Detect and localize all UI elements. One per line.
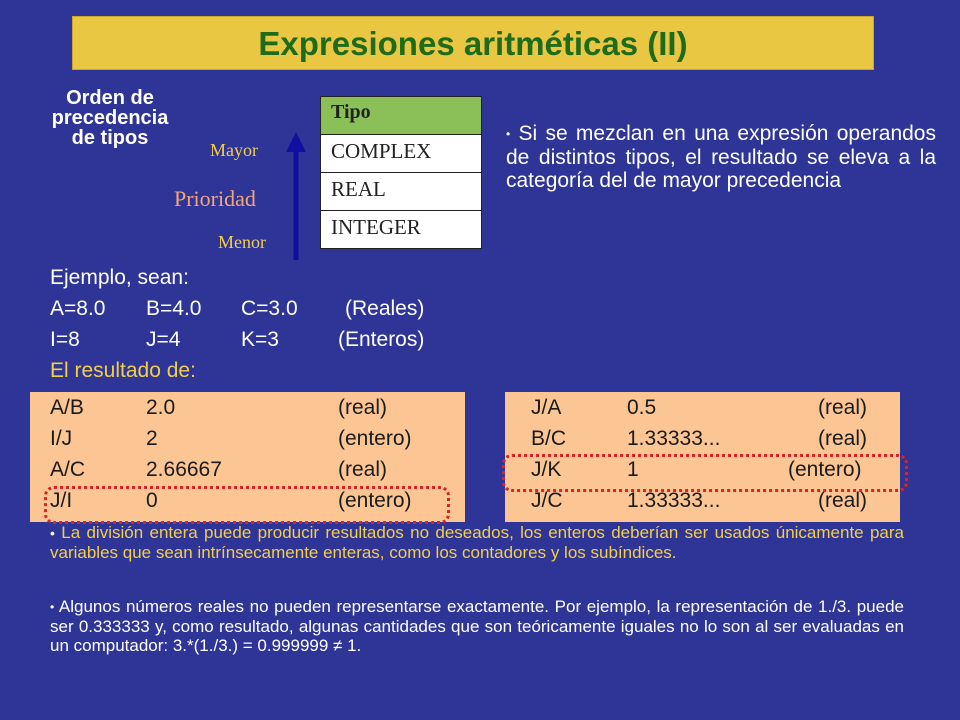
mixed-types-bullet [506,122,936,192]
left-r2-type: (entero) [338,427,412,450]
type-integer: INTEGER [321,211,482,249]
left-r1-type: (real) [338,396,388,419]
reales-type: (Reales) [345,297,425,320]
type-real: REAL [321,173,482,211]
integer-division-note [50,523,904,562]
bullet-icon: • [506,126,511,141]
right-r2-expr: B/C [531,427,567,450]
right-r3-expr: J/K [531,458,562,481]
type-table [320,96,482,249]
mayor-label: Mayor [210,140,258,160]
reales-a: A=8.0 [50,297,106,320]
integer-division-note-text: La división entera puede producir resultados no deseados, los enteros deberían ser usados únicamente para variables que sean intrínsecamente enteras, como los contadores y los subíndices. [50,523,904,563]
right-r3-value: 1 [627,458,639,481]
right-r2-type: (real) [818,427,868,450]
enteros-j: J=4 [146,328,181,351]
right-r2-value: 1.33333... [627,427,721,450]
precedence-heading-line-3: de tipos [71,127,149,149]
reales-b: B=4.0 [146,297,202,320]
enteros-type: (Enteros) [338,328,425,351]
bullet-icon: • [50,525,55,542]
left-r2-expr: I/J [50,427,73,450]
left-r3-expr: A/C [50,458,86,481]
right-r3-type: (entero) [788,458,862,481]
real-precision-note [50,597,904,655]
right-r1-value: 0.5 [627,396,657,419]
precedence-heading-line-2: precedencia [51,107,169,129]
left-r4-value: 0 [146,489,158,512]
right-r1-expr: J/A [531,396,562,419]
enteros-i: I=8 [50,328,80,351]
left-r1-value: 2.0 [146,396,176,419]
left-r1-expr: A/B [50,396,84,419]
reales-c: C=3.0 [241,297,298,320]
left-r4-type: (entero) [338,489,412,512]
left-r4-expr: J/I [50,489,73,512]
precedence-heading-line-1: Orden de [66,87,154,109]
precedence-heading [30,88,190,148]
slide-title: Expresiones aritméticas (II) [72,16,874,70]
right-r4-expr: J/C [531,489,563,512]
left-r3-type: (real) [338,458,388,481]
bullet-icon: • [50,600,55,615]
type-table-header: Tipo [321,97,482,135]
left-r3-value: 2.66667 [146,458,222,481]
type-complex: COMPLEX [321,135,482,173]
priority-arrow-icon [284,132,308,260]
right-r1-type: (real) [818,396,868,419]
result-label: El resultado de: [50,359,196,382]
menor-label: Menor [218,232,266,252]
mixed-types-text: Si se mezclan en una expresión operandos de distintos tipos, el resultado se eleva a la categoría del de mayor precedencia [506,122,936,192]
enteros-k: K=3 [241,328,279,351]
prioridad-label: Prioridad [174,186,256,211]
example-label: Ejemplo, sean: [50,266,189,289]
integer-division-highlight-right [502,454,908,492]
right-r4-value: 1.33333... [627,489,721,512]
left-r2-value: 2 [146,427,158,450]
integer-division-highlight-left [44,486,450,524]
right-r4-type: (real) [818,489,868,512]
real-precision-note-text: Algunos números reales no pueden representarse exactamente. Por ejemplo, la representación de 1./3. puede ser 0.333333 y, como resultado, algunas cantidades que son teóricamente iguales no lo son al ser evaluadas en un computador: 3.*(1./3.) = 0.999999 ≠ 1. [50,597,904,656]
